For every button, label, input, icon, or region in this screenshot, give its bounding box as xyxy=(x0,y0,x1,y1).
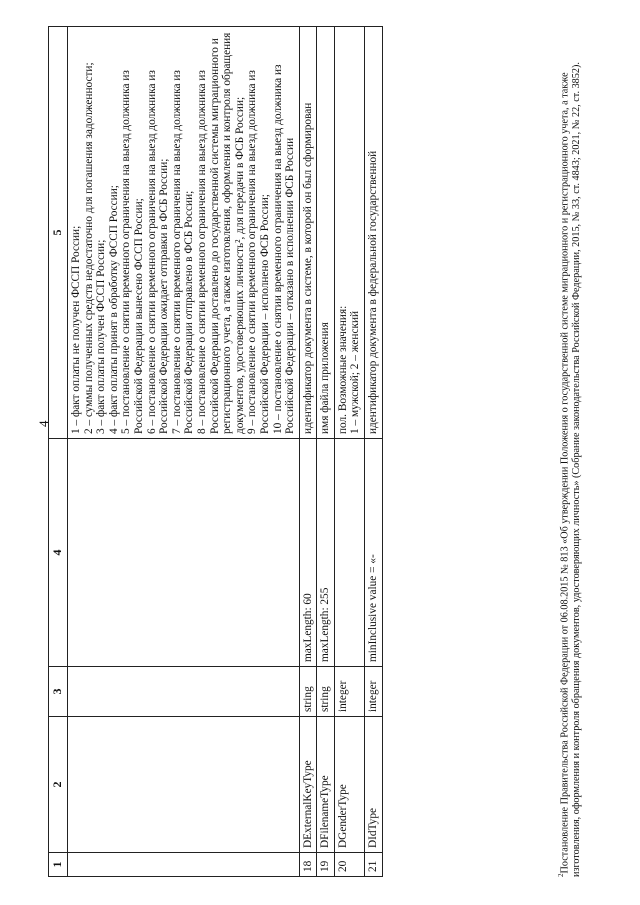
cell-number: 18 xyxy=(299,853,317,877)
cell-restriction: maxLength: 255 xyxy=(317,439,335,667)
description-line: идентификатор документа в федеральной государственной xyxy=(367,150,380,434)
cell-number: 20 xyxy=(334,853,364,877)
cell-base-type xyxy=(68,667,300,717)
cell-restriction: minInclusive value = «- xyxy=(365,439,383,667)
description-line: 1 – факт оплаты не получен ФССП России; xyxy=(70,225,82,434)
cell-description xyxy=(299,27,317,439)
description-line: 9 – постановление о снятии временного ограничения на выезд должника из Российской Федерации – исполнено ФСБ России; xyxy=(246,70,271,434)
description-line: имя файла приложения xyxy=(319,322,332,434)
cell-type-name: DGenderType xyxy=(334,717,364,853)
description-line: 3 – факт оплаты получен ФССП России; xyxy=(95,239,108,434)
cell-description xyxy=(317,27,335,439)
cell-description xyxy=(68,27,300,439)
cell-restriction: maxLength: 60 xyxy=(299,439,317,667)
description-line: 1 – мужской; 2 – женский xyxy=(349,310,362,434)
cell-base-type: string xyxy=(317,667,335,717)
header-col-5: 5 xyxy=(49,27,68,439)
table-row xyxy=(299,27,317,877)
page-number: 4 xyxy=(36,420,51,427)
cell-number: 21 xyxy=(365,853,383,877)
header-col-1: 1 xyxy=(49,853,68,877)
cell-restriction xyxy=(68,439,300,667)
header-col-4: 4 xyxy=(49,439,68,667)
description-line: 8 – постановление о снятии временного ограничения на выезд должника из Российской Федерации доставлено до государственной системы миграционного и регистрационного учета, а также изготовления, оформления и контроля обращения документов, удостоверяющих личность², для передачи в ФСБ России; xyxy=(195,32,246,434)
cell-restriction xyxy=(334,439,364,667)
cell-number: 19 xyxy=(317,853,335,877)
table-row xyxy=(334,27,364,877)
rotated-page-content xyxy=(48,27,608,877)
cell-type-name: DIdType xyxy=(365,717,383,853)
description-line: 10 – постановление о снятии временного ограничения на выезд должника из Российской Федерации – отказано в исполнении ФСБ России xyxy=(271,64,297,434)
footnote-text: Постановление Правительства Российской Федерации от 06.08.2015 № 813 «Об утверждении Положения о государственной системе миграционного и регистрационного учета, а также изготовления, оформления и контроля обращения документов, удостоверяющих личность» (Собрание законодательства Российской Федерации, 2015, № 33, ст. 4843; 2021, № 22, ст. 3852). xyxy=(559,62,583,877)
description-line: 5 – постановление о снятии временного ограничения на выезд должника из Российской Федерации вынесено ФССП России; xyxy=(120,70,145,434)
table-row xyxy=(317,27,335,877)
cell-base-type: string xyxy=(299,667,317,717)
cell-type-name xyxy=(68,717,300,853)
description-line: 7 – постановление о снятии временного ограничения на выезд должника из Российской Федерации отправлено в ФСБ России; xyxy=(170,70,196,434)
description-line: 6 – постановление о снятии временного ограничения на выезд должника из Российской Федерации ожидает отправки в ФСБ России; xyxy=(145,70,171,434)
cell-base-type: integer xyxy=(365,667,383,717)
cell-type-name: DFilenameType xyxy=(317,717,335,853)
header-col-3: 3 xyxy=(49,667,68,717)
footnote-marker: 2 xyxy=(557,873,565,877)
table-row xyxy=(365,27,383,877)
description-line: идентификатор документа в системе, в которой он был сформирован xyxy=(301,102,314,434)
table-body xyxy=(68,27,383,877)
cell-number xyxy=(68,853,300,877)
data-types-table xyxy=(48,26,383,877)
description-line: 2 – суммы полученных средств недостаточно для погашения задолженности; xyxy=(82,62,95,434)
footnote xyxy=(556,27,583,877)
table-header-row xyxy=(49,27,68,877)
cell-type-name: DExternalKeyType xyxy=(299,717,317,853)
description-line: пол. Возможные значения: xyxy=(336,305,349,434)
description-line: 4 – факт оплаты принят в обработку ФССП России; xyxy=(107,185,120,434)
table-row xyxy=(68,27,300,877)
header-col-2: 2 xyxy=(49,717,68,853)
cell-description xyxy=(334,27,364,439)
cell-description xyxy=(365,27,383,439)
cell-base-type: integer xyxy=(334,667,364,717)
